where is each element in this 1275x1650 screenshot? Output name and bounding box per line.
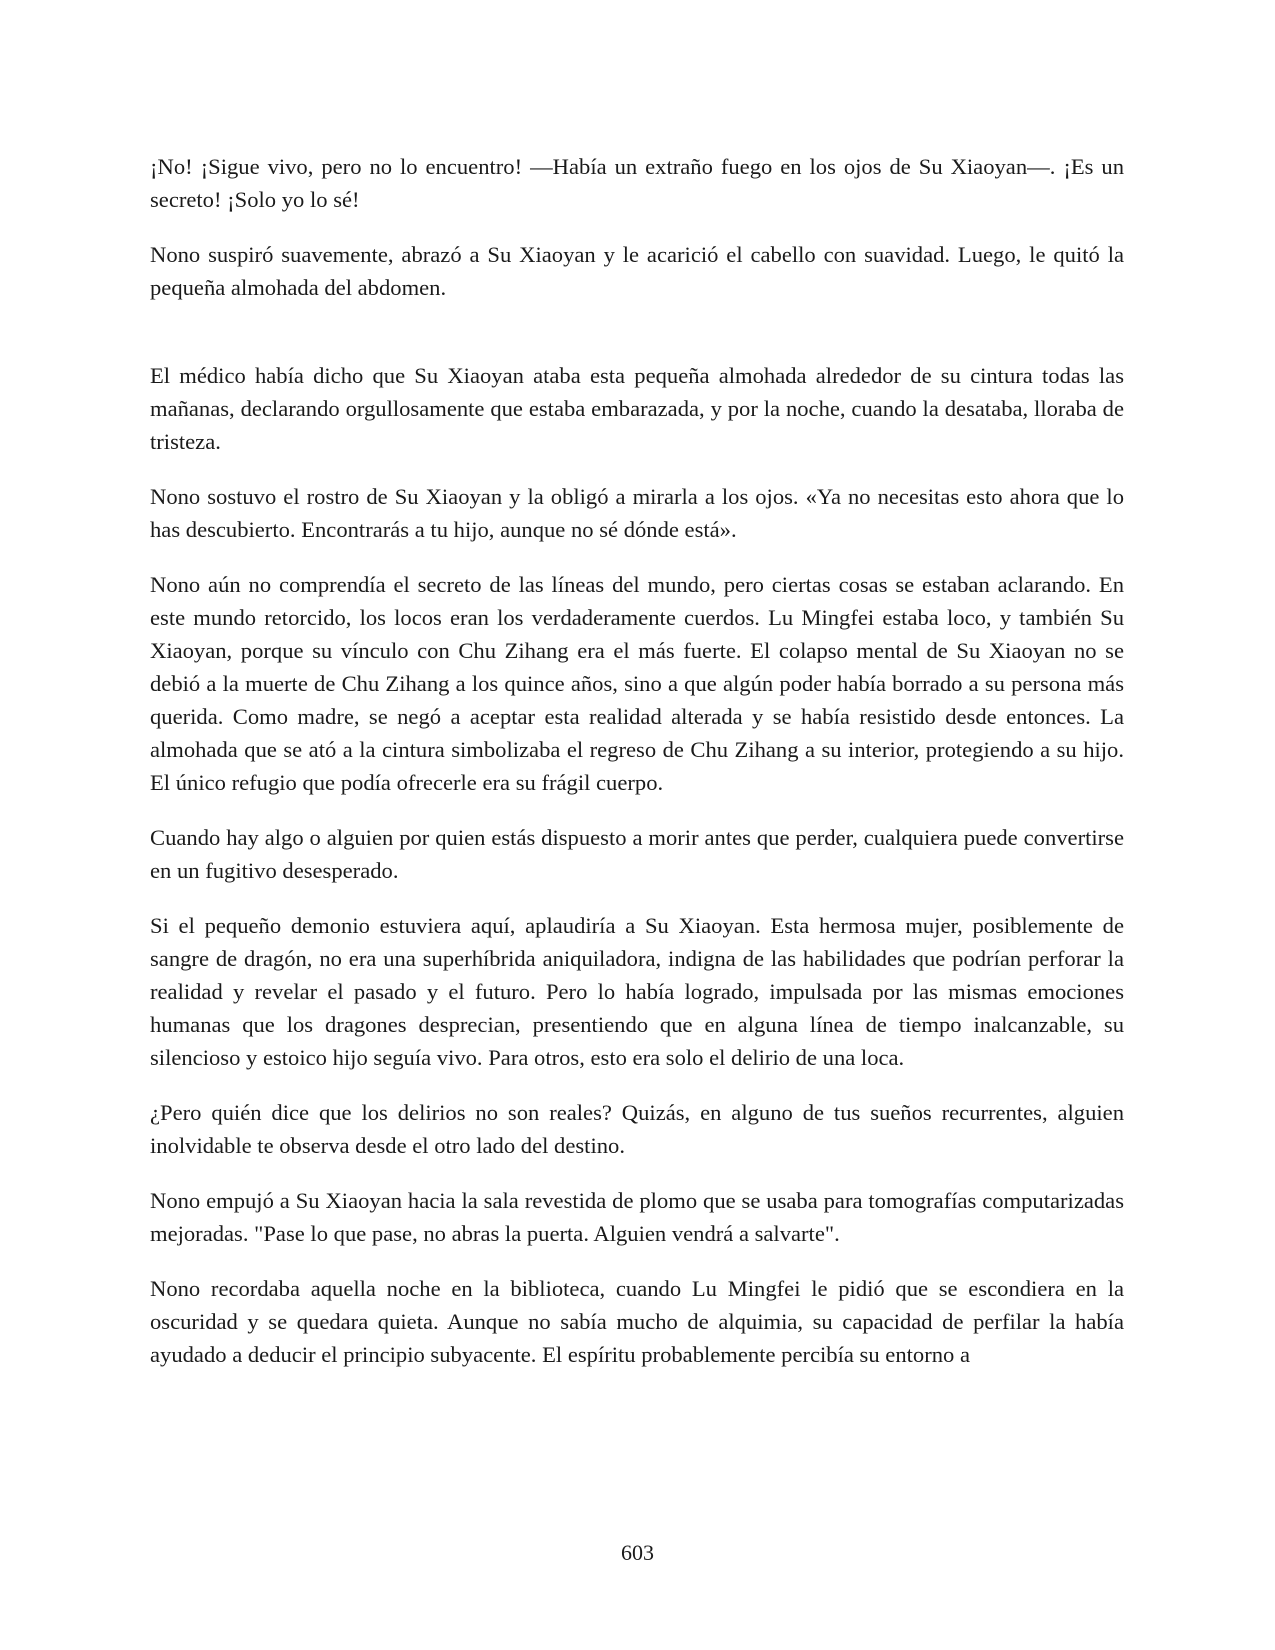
paragraph-10: Nono recordaba aquella noche en la biblioteca, cuando Lu Mingfei le pidió que se escondiera en la oscuridad y se quedara quieta. Aunque no sabía mucho de alquimia, su capacidad de perfilar la había ayudado a deducir el principio subyacente. El espíritu probablemente percibía su entorno a bbox=[150, 1276, 1124, 1367]
paragraph-9: Nono empujó a Su Xiaoyan hacia la sala revestida de plomo que se usaba para tomografías computarizadas mejoradas. "Pase lo que pase, no abras la puerta. Alguien vendrá a salvarte". bbox=[150, 1188, 1124, 1246]
paragraph-8: ¿Pero quién dice que los delirios no son reales? Quizás, en alguno de tus sueños recurrentes, alguien inolvidable te observa desde el otro lado del destino. bbox=[150, 1100, 1124, 1158]
paragraph-3: El médico había dicho que Su Xiaoyan ataba esta pequeña almohada alrededor de su cintura todas las mañanas, declarando orgullosamente que estaba embarazada, y por la noche, cuando la desataba, lloraba de tristeza. bbox=[150, 363, 1124, 454]
page-number: 603 bbox=[621, 1540, 654, 1565]
paragraph-4: Nono sostuvo el rostro de Su Xiaoyan y la obligó a mirarla a los ojos. «Ya no necesitas esto ahora que lo has descubierto. Encontrarás a tu hijo, aunque no sé dónde está». bbox=[150, 484, 1124, 542]
paragraph-2: Nono suspiró suavemente, abrazó a Su Xiaoyan y le acarició el cabello con suavidad. Luego, le quitó la pequeña almohada del abdomen. bbox=[150, 242, 1124, 300]
paragraph-7: Si el pequeño demonio estuviera aquí, aplaudiría a Su Xiaoyan. Esta hermosa mujer, posiblemente de sangre de dragón, no era una superhíbrida aniquiladora, indigna de las habilidades que podrían perforar la realidad y revelar el pasado y el futuro. Pero lo había logrado, impulsada por las mismas emociones humanas que los dragones desprecian, presentiendo que en alguna línea de tiempo inalcanzable, su silencioso y estoico hijo seguía vivo. Para otros, esto era solo el delirio de una loca. bbox=[150, 913, 1124, 1070]
paragraph-5: Nono aún no comprendía el secreto de las líneas del mundo, pero ciertas cosas se estaban aclarando. En este mundo retorcido, los locos eran los verdaderamente cuerdos. Lu Mingfei estaba loco, y también Su Xiaoyan, porque su vínculo con Chu Zihang era el más fuerte. El colapso mental de Su Xiaoyan no se debió a la muerte de Chu Zihang a los quince años, sino a que algún poder había borrado a su persona más querida. Como madre, se negó a aceptar esta realidad alterada y se había resistido desde entonces. La almohada que se ató a la cintura simbolizaba el regreso de Chu Zihang a su interior, protegiendo a su hijo. El único refugio que podía ofrecerle era su frágil cuerpo. bbox=[150, 572, 1124, 795]
paragraph-1: ¡No! ¡Sigue vivo, pero no lo encuentro! —Había un extraño fuego en los ojos de Su Xiaoyan—. ¡Es un secreto! ¡Solo yo lo sé! bbox=[150, 154, 1124, 212]
body-text bbox=[150, 150, 1124, 1393]
paragraph-6: Cuando hay algo o alguien por quien estás dispuesto a morir antes que perder, cualquiera puede convertirse en un fugitivo desesperado. bbox=[150, 825, 1124, 883]
